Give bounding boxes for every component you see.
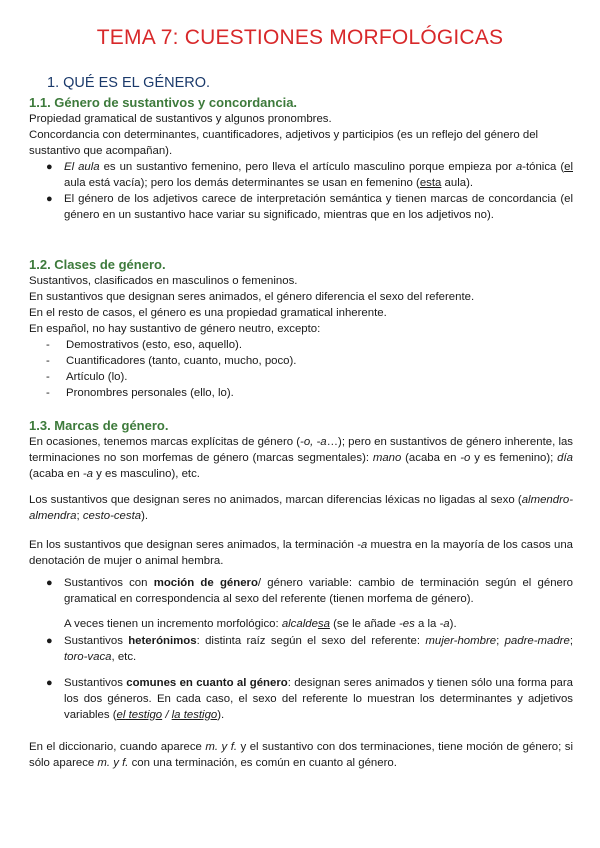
section-heading-genero: 1. QUÉ ES EL GÉNERO. (47, 75, 211, 91)
list-item: ● El género de los adjetivos carece de interpretación semántica y tienen marcas de concordancia (el género en un sustantivo hace variar su significado, mientras que en los adjetivos no). (46, 193, 573, 221)
bullet-icon: ● (46, 677, 53, 689)
paragraph: En el resto de casos, el género es una propiedad gramatical inherente. (29, 307, 387, 319)
page-title: TEMA 7: CUESTIONES MORFOLÓGICAS (96, 26, 504, 49)
paragraph: Sustantivos, clasificados en masculinos o femeninos. (29, 275, 298, 287)
paragraph: En ocasiones, tenemos marcas explícitas de género (-o, -a…); pero en sustantivos de género inherente, las terminaciones no son morfemas de género (marcas segmentales): mano (acaba en -o y es femenino); día (acaba en -a y es masculino), etc. (29, 436, 574, 480)
dash-icon: - (46, 387, 50, 399)
bullet-icon: ● (46, 635, 53, 647)
dash-icon: - (46, 371, 50, 383)
subsection-heading-1-3: 1.3. Marcas de género. (29, 418, 169, 433)
paragraph: En el diccionario, cuando aparece m. y f. y el sustantivo con dos terminaciones, tiene moción de género; si sólo aparece m. y f. con una terminación, es común en cuanto al género. (29, 741, 573, 769)
paragraph: Concordancia con determinantes, cuantificadores, adjetivos y participios (es un reflejo del género del sustantivo que acompañan). (29, 129, 539, 157)
list-item: - Artículo (lo). (66, 370, 127, 386)
bullet-icon: ● (46, 193, 53, 205)
dash-icon: - (46, 355, 50, 367)
list-item: ● Sustantivos heterónimos: distinta raíz según el sexo del referente: mujer-hombre; padre-madre; toro-vaca, etc. (46, 635, 573, 663)
subsection-heading-1-2: 1.2. Clases de género. (29, 257, 166, 272)
note-paragraph: A veces tienen un incremento morfológico: alcaldesa (se le añade -es a la -a). (64, 618, 457, 630)
bullet-icon: ● (46, 577, 53, 589)
paragraph: En los sustantivos que designan seres animados, la terminación -a muestra en la mayoría de los casos una denotación de mujer o animal hembra. (29, 539, 573, 567)
paragraph: Los sustantivos que designan seres no animados, marcan diferencias léxicas no ligadas al sexo (almendro-almendra; cesto-cesta). (29, 494, 573, 522)
subsection-heading-1-1: 1.1. Género de sustantivos y concordancia. (29, 95, 298, 110)
bullet-icon: ● (46, 161, 53, 173)
list-item: - Demostrativos (esto, eso, aquello). (66, 338, 242, 354)
list-item: - Cuantificadores (tanto, cuanto, mucho, poco). (66, 354, 296, 370)
list-item: - Pronombres personales (ello, lo). (66, 386, 234, 402)
paragraph: Propiedad gramatical de sustantivos y algunos pronombres. (29, 113, 332, 125)
list-item: ● Sustantivos con moción de género/ género variable: cambio de terminación según el género gramatical en correspondencia al sexo del referente (tienen morfema de género). (46, 577, 574, 605)
list-item: ● El aula es un sustantivo femenino, pero lleva el artículo masculino porque empieza por a-tónica (el aula está vacía); pero los demás determinantes se usan en femenino (esta aula). (46, 161, 573, 189)
list-item: ● Sustantivos comunes en cuanto al género: designan seres animados y tienen sólo una forma para los dos géneros. En cada caso, el sexo del referente lo muestran los determinantes y adjetivos variables (el testigo / la testigo). (46, 677, 573, 721)
dash-icon: - (46, 339, 50, 351)
paragraph: En sustantivos que designan seres animados, el género diferencia el sexo del referente. (29, 291, 475, 303)
paragraph: En español, no hay sustantivo de género neutro, excepto: (29, 323, 321, 335)
